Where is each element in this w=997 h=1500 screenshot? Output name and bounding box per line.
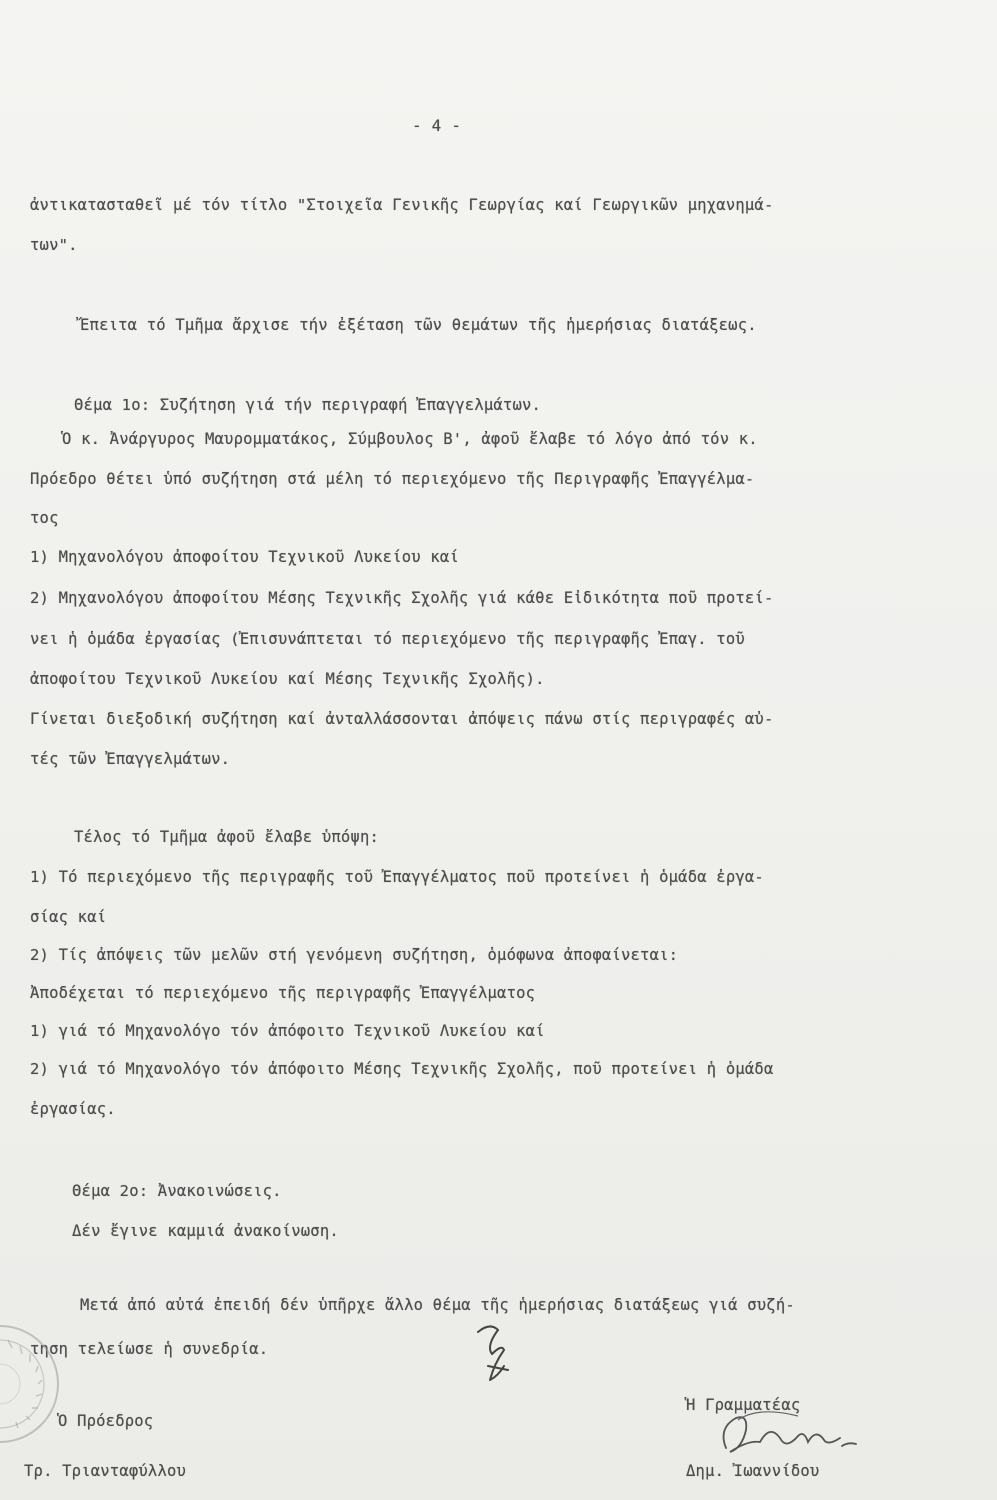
text-line: Ἀποδέχεται τό περιεχόμενο τῆς περιγραφῆς Ἐπαγγέλματος	[30, 984, 536, 1002]
signature-right-title: Ἡ Γραμματέας	[686, 1396, 801, 1414]
section-heading: Θέμα 1ο: Συζήτηση γιά τήν περιγραφή Ἐπαγγελμάτων.	[74, 396, 542, 414]
signature-left-name: Τρ. Τριανταφύλλου	[24, 1462, 187, 1480]
text-line: νει ἡ ὁμάδα ἐργασίας (Ἐπισυνάπτεται τό περιεχόμενο τῆς περιγραφῆς Ἐπαγ. τοῦ	[30, 630, 745, 648]
signature-right-name: Δημ. Ἰωαννίδου	[686, 1462, 820, 1480]
text-line: ἐργασίας.	[30, 1100, 116, 1118]
text-line: Γίνεται διεξοδική συζήτηση καί ἀνταλλάσσονται ἀπόψεις πάνω στίς περιγραφές αὐ-	[30, 710, 774, 728]
text-line: 2) γιά τό Μηχανολόγο τόν ἀπόφοιτο Μέσης Τεχνικῆς Σχολῆς, ποῦ προτείνει ἡ ὁμάδα	[30, 1060, 774, 1078]
text-line: 2) Τίς ἀπόψεις τῶν μελῶν στή γενόμενη συζήτηση, ὁμόφωνα ἀποφαίνεται:	[30, 946, 679, 964]
text-line: των".	[30, 236, 78, 254]
text-line: Ἔπειτα τό Τμῆμα ἄρχισε τήν ἐξέταση τῶν θεμάτων τῆς ἡμερήσιας διατάξεως.	[80, 316, 757, 334]
text-line: 1) Μηχανολόγου ἀποφοίτου Τεχνικοῦ Λυκείου καί	[30, 548, 459, 566]
text-line: 1) γιά τό Μηχανολόγο τόν ἀπόφοιτο Τεχνικοῦ Λυκείου καί	[30, 1022, 545, 1040]
text-line: Δέν ἔγινε καμμιά ἀνακοίνωση.	[72, 1222, 339, 1240]
text-line: 1) Τό περιεχόμενο τῆς περιγραφῆς τοῦ Ἐπαγγέλματος ποῦ προτείνει ἡ ὁμάδα ἐργα-	[30, 868, 764, 886]
text-line: τές τῶν Ἐπαγγελμάτων.	[30, 750, 231, 768]
text-line: τηση τελείωσε ἡ συνεδρία.	[30, 1340, 269, 1358]
text-line: Πρόεδρο θέτει ὑπό συζήτηση στά μέλη τό περιεχόμενο τῆς Περιγραφῆς Ἐπαγγέλμα-	[30, 470, 755, 488]
text-line: ἀντικατασταθεῖ μέ τόν τίτλο "Στοιχεῖα Γενικῆς Γεωργίας καί Γεωργικῶν μηχανημά-	[30, 196, 774, 214]
text-line: σίας καί	[30, 908, 107, 926]
text-line: τος	[30, 509, 59, 527]
text-line: Τέλος τό Τμῆμα ἀφοῦ ἔλαβε ὑπόψη:	[74, 828, 380, 846]
text-line: ἀποφοίτου Τεχνικοῦ Λυκείου καί Μέσης Τεχνικῆς Σχολῆς).	[30, 670, 545, 688]
signature-left-title: Ὁ Πρόεδρος	[58, 1412, 154, 1430]
page-number: - 4 -	[412, 116, 462, 135]
text-line: Μετά ἀπό αὐτά ἐπειδή δέν ὑπῆρχε ἄλλο θέμα τῆς ἡμερήσιας διατάξεως γιά συζή-	[80, 1296, 795, 1314]
section-heading: Θέμα 2ο: Ἀνακοινώσεις.	[72, 1182, 282, 1200]
text-line: 2) Μηχανολόγου ἀποφοίτου Μέσης Τεχνικῆς Σχολῆς γιά κάθε Εἰδικότητα ποῦ προτεί-	[30, 589, 774, 607]
initials-signature-icon	[468, 1320, 524, 1392]
text-line: Ὁ κ. Ἀνάργυρος Μαυρομματάκος, Σύμβουλος Β', ἀφοῦ ἔλαβε τό λόγο ἀπό τόν κ.	[62, 430, 758, 448]
handwritten-signature-icon	[708, 1400, 868, 1470]
seal-stamp-icon	[0, 1322, 62, 1446]
